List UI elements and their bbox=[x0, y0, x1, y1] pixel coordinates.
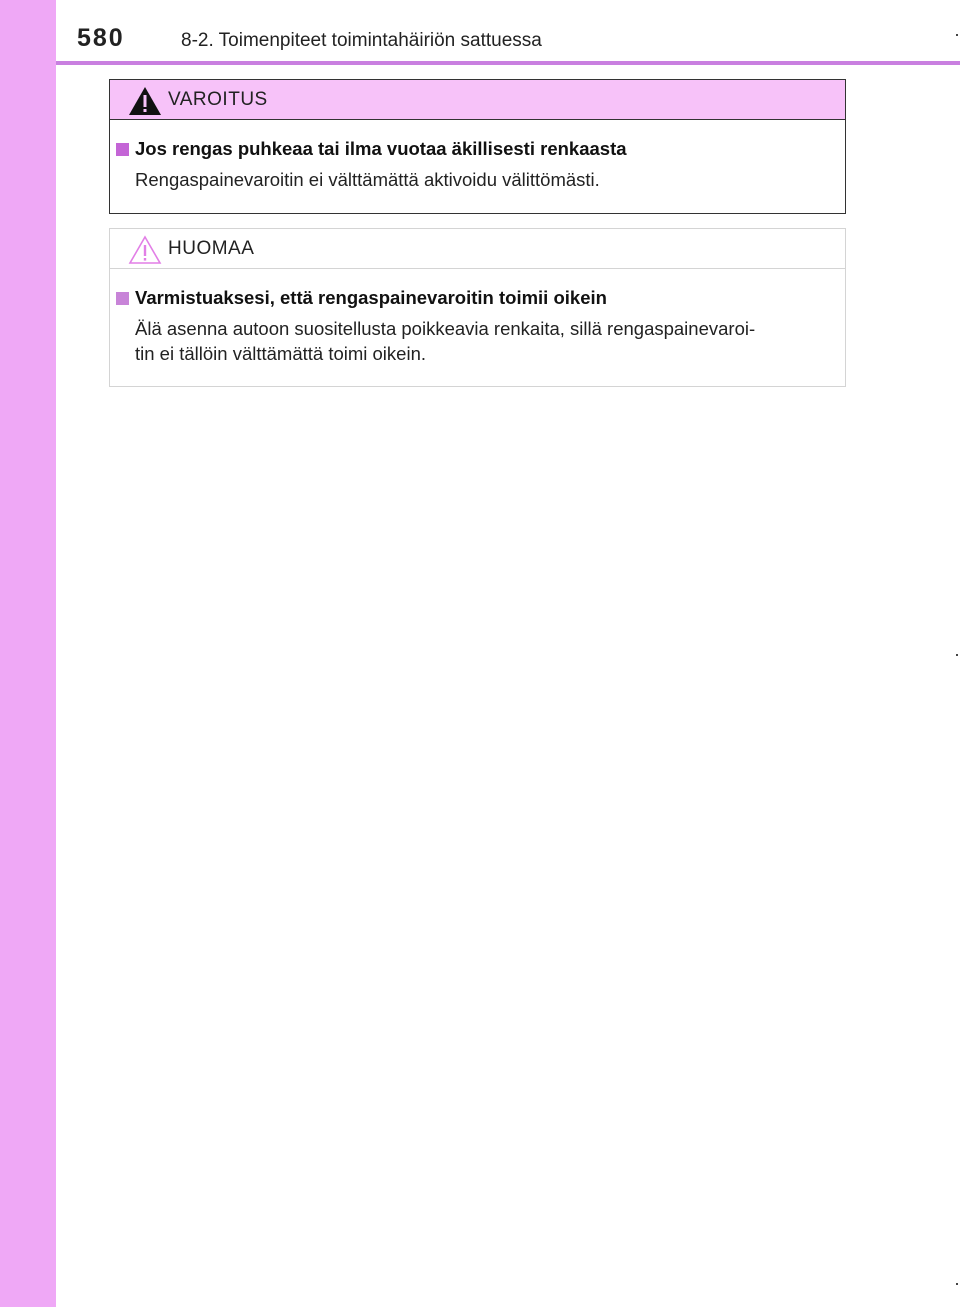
notice-body-line-2: tin ei tällöin välttämättä toimi oikein. bbox=[135, 343, 426, 364]
warning-box bbox=[109, 79, 846, 214]
warning-box-header bbox=[110, 80, 845, 120]
square-bullet-icon bbox=[116, 292, 129, 305]
warning-label: VAROITUS bbox=[168, 89, 268, 110]
notice-item bbox=[116, 287, 831, 366]
side-color-strip bbox=[0, 0, 56, 1307]
notice-box bbox=[109, 228, 846, 387]
section-title: 8-2. Toimenpiteet toimintahäiriön sattuessa bbox=[181, 30, 542, 51]
caution-triangle-outline-icon bbox=[128, 235, 162, 265]
edge-crop-mark bbox=[956, 34, 958, 36]
warning-item-heading-text: Jos rengas puhkeaa tai ilma vuotaa äkillisesti renkaasta bbox=[135, 138, 627, 159]
warning-item bbox=[116, 138, 831, 192]
warning-item-body: Rengaspainevaroitin ei välttämättä aktivoidu välittömästi. bbox=[135, 169, 600, 190]
notice-label: HUOMAA bbox=[168, 238, 255, 259]
notice-body-line-1: Älä asenna autoon suositellusta poikkeavia renkaita, sillä rengaspainevaroi- bbox=[135, 318, 756, 339]
warning-item-heading bbox=[116, 138, 831, 160]
page-number: 580 bbox=[77, 24, 125, 52]
notice-item-heading-text: Varmistuaksesi, että rengaspainevaroitin toimii oikein bbox=[135, 287, 607, 308]
notice-item-body bbox=[135, 316, 831, 366]
warning-triangle-icon bbox=[128, 86, 162, 116]
notice-box-header bbox=[110, 229, 845, 269]
edge-crop-mark bbox=[956, 654, 958, 656]
header-rule bbox=[56, 61, 960, 65]
edge-crop-mark bbox=[956, 1283, 958, 1285]
notice-item-heading bbox=[116, 287, 831, 309]
square-bullet-icon bbox=[116, 143, 129, 156]
